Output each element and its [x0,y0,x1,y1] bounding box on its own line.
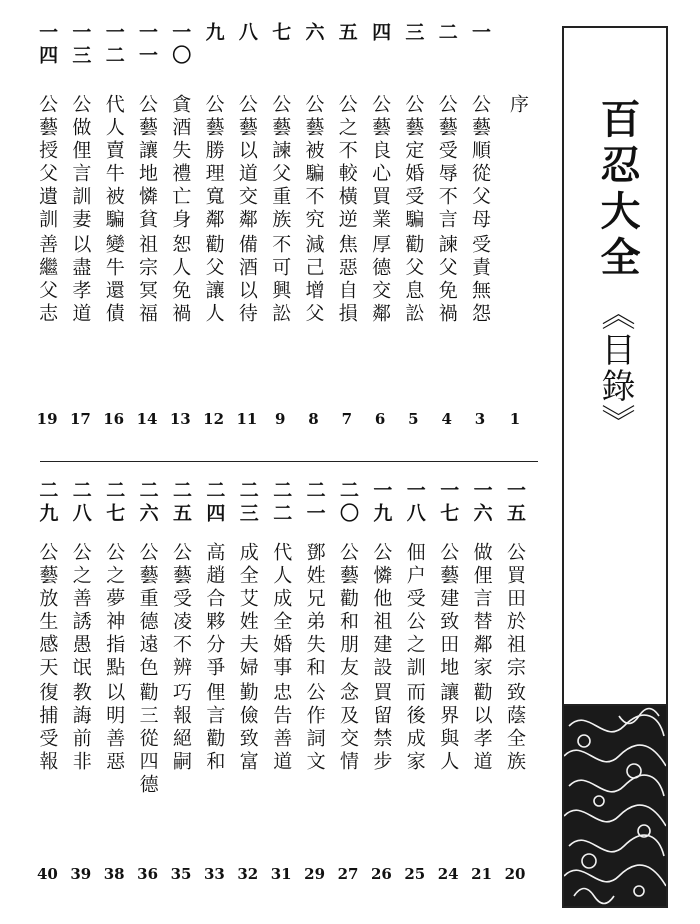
entry-page-number: 19 [36,410,58,428]
section-divider [40,461,538,462]
entry-number: 一三 [69,22,92,68]
entry-subtitle: 讓界與人 [437,682,460,774]
entry-title: 公藝諫父重族 [269,94,292,232]
entry-title: 做俚言替鄰家 [470,542,493,680]
entry-number: 七 [269,22,292,45]
entry-subtitle: 而後成家 [403,682,426,774]
entry-title: 公藝良心買業 [369,94,392,232]
entry-page-number: 17 [69,410,91,428]
entry-number: 一六 [470,480,493,526]
title-panel [562,26,668,908]
toc-entry[interactable] [331,470,365,910]
entry-title: 公藝勝理寬鄰 [202,94,225,232]
toc-entry[interactable] [97,22,131,437]
toc-entry[interactable] [398,470,432,910]
toc-bottom-half [30,470,532,910]
entry-title: 公藝受凌不辨 [170,542,192,680]
entry-page-number: 6 [374,410,386,428]
entry-number: 一〇 [169,22,192,68]
entry-title: 公買田於祖宗 [504,542,526,680]
entry-subtitle: 巧報絕嗣 [170,682,192,774]
toc-entry[interactable] [231,470,265,910]
toc-entry[interactable] [164,470,198,910]
entry-page-number: 4 [441,410,452,428]
toc-entry[interactable] [363,22,397,437]
entry-subtitle: 以明善惡 [103,682,126,774]
entry-subtitle: 忠告善道 [270,682,293,774]
entry-title: 公藝勸和朋友 [337,542,359,680]
book-title: 百忍大全 [594,98,640,282]
toc-entry[interactable] [465,470,499,910]
entry-page-number: 35 [170,865,192,883]
entry-subtitle: 教誨前非 [69,682,92,774]
entry-subtitle: 致蔭全族 [504,682,526,774]
entry-page-number: 7 [341,410,353,428]
entry-title: 公憐他祖建設 [370,542,393,680]
entry-subtitle: 焦惡自損 [335,234,358,326]
toc-entry[interactable] [463,22,497,437]
entry-subtitle: 善繼父志 [36,234,59,326]
entry-page-number: 5 [408,410,419,428]
entry-page-number: 16 [103,410,125,428]
toc-entry[interactable] [30,470,64,910]
toc-entry[interactable] [498,470,532,910]
entry-page-number: 14 [136,410,158,428]
toc-entry[interactable] [130,22,164,437]
book-subtitle: 《目錄》 [595,296,635,440]
entry-title: 佃户受公之訓 [403,542,426,680]
entry-subtitle: 不可興訟 [269,234,292,326]
entry-page-number: 25 [404,865,426,883]
entry-page-number: 31 [270,865,292,883]
entry-number: 二四 [203,480,226,526]
entry-page-number: 8 [308,410,319,428]
entry-subtitle: 俚言勸和 [203,682,226,774]
entry-title: 公做俚言訓妻 [69,94,92,232]
entry-number: 二七 [103,480,126,526]
toc-entry[interactable] [197,470,231,910]
entry-subtitle: 備酒以待 [235,234,258,326]
entry-subtitle: 勸三從四德 [136,682,159,797]
entry-number: 二〇 [337,480,359,526]
entry-page-number: 9 [274,410,286,428]
entry-number: 五 [335,22,358,45]
entry-title: 鄧姓兄弟失和 [303,542,326,680]
entry-page-number: 33 [203,865,225,883]
entry-title: 公藝放生感天 [36,542,59,680]
entry-number: 三 [402,22,425,45]
preface-label: 序 [507,94,529,113]
entry-subtitle: 諫父免禍 [435,234,458,326]
entry-page-number: 11 [236,410,258,428]
entry-subtitle: 祖宗冥福 [136,234,158,326]
entry-number: 一七 [437,480,460,526]
entry-title: 貪酒失禮亡身 [169,94,192,232]
entry-title: 公藝建致田地 [437,542,460,680]
toc-entry[interactable] [431,470,465,910]
entry-number: 二一 [303,480,326,526]
entry-page-number: 27 [337,865,359,883]
entry-page-number: 12 [203,410,225,428]
entry-page-number: 40 [36,865,58,883]
entry-title: 公藝讓地憐貧 [136,94,158,232]
entry-title: 公藝順從父母 [469,94,491,232]
toc-entry[interactable] [396,22,430,437]
entry-number: 八 [235,22,258,45]
entry-subtitle: 復捕受報 [36,682,59,774]
entry-subtitle: 減己增父 [302,234,325,326]
toc-entry[interactable] [330,22,364,437]
entry-subtitle: 公作詞文 [303,682,326,774]
entry-title: 成全艾姓夫婦 [236,542,259,680]
entry-subtitle: 勸以孝道 [470,682,493,774]
entry-page-number: 13 [169,410,191,428]
entry-page-number: 39 [70,865,92,883]
preface-page-number: 1 [509,410,521,428]
entry-number: 二九 [36,480,59,526]
toc-entry[interactable] [263,22,297,437]
entry-subtitle: 買留禁步 [370,682,393,774]
toc-entry[interactable] [163,22,197,437]
entry-page-number: 24 [437,865,459,883]
toc-entry[interactable] [30,22,64,437]
entry-number: 一九 [370,480,393,526]
toc-entry[interactable] [297,22,331,437]
entry-subtitle: 勸父息訟 [402,234,425,326]
entry-title: 公藝以道交鄰 [235,94,258,232]
toc-entry[interactable] [264,470,298,910]
entry-number: 一八 [403,480,426,526]
entry-page-number: 3 [474,410,486,428]
entry-number: 一二 [102,22,125,68]
entry-number: 一一 [136,22,158,68]
entry-number: 九 [202,22,225,45]
entry-page-number: 26 [370,865,392,883]
entry-title: 高趙合夥分爭 [203,542,226,680]
toc-entry[interactable] [97,470,131,910]
entry-number: 二二 [270,480,293,526]
entry-number: 一 [469,22,491,45]
entry-number: 四 [369,22,392,45]
toc-entry[interactable] [131,470,165,910]
entry-number: 二六 [136,480,159,526]
entry-page-number: 21 [471,865,493,883]
entry-title: 代人成全婚事 [270,542,293,680]
decorative-floral-pattern [564,704,666,906]
entry-page-number: 38 [103,865,125,883]
entry-subtitle: 勸父讓人 [202,234,225,326]
entry-page-number: 20 [504,865,526,883]
toc-entry[interactable] [364,470,398,910]
entry-title: 公之不較橫逆 [335,94,358,232]
toc-entry[interactable] [64,470,98,910]
entry-title: 公藝重德遠色 [136,542,159,680]
entry-subtitle: 勤儉致富 [236,682,259,774]
preface-column [498,22,532,437]
toc-entry[interactable] [230,22,264,437]
entry-title: 代人賣牛被騙 [102,94,125,232]
entry-subtitle: 受責無怨 [469,234,491,326]
entry-title: 公藝受辱不言 [435,94,458,232]
entry-page-number: 29 [304,865,326,883]
entry-number: 二八 [69,480,92,526]
toc-entry[interactable] [197,22,231,437]
entry-subtitle: 變牛還債 [102,234,125,326]
entry-number: 一五 [504,480,526,526]
entry-title: 公藝定婚受騙 [402,94,425,232]
entry-title: 公藝被騙不究 [302,94,325,232]
entry-title: 公藝授父遺訓 [36,94,59,232]
entry-page-number: 36 [137,865,159,883]
entry-subtitle: 厚德交鄰 [369,234,392,326]
entry-title: 公之善誘愚氓 [69,542,92,680]
entry-title: 公之夢神指點 [103,542,126,680]
toc-entry[interactable] [298,470,332,910]
toc-entry[interactable] [430,22,464,437]
entry-subtitle: 以盡孝道 [69,234,92,326]
entry-number: 六 [302,22,325,45]
entry-number: 一四 [36,22,59,68]
entry-subtitle: 念及交情 [337,682,359,774]
entry-page-number: 32 [237,865,259,883]
entry-subtitle: 恕人免禍 [169,234,192,326]
toc-top-half [30,22,532,437]
toc-entry[interactable] [63,22,97,437]
entry-number: 二 [435,22,458,45]
entry-number: 二三 [236,480,259,526]
entry-number: 二五 [170,480,192,526]
